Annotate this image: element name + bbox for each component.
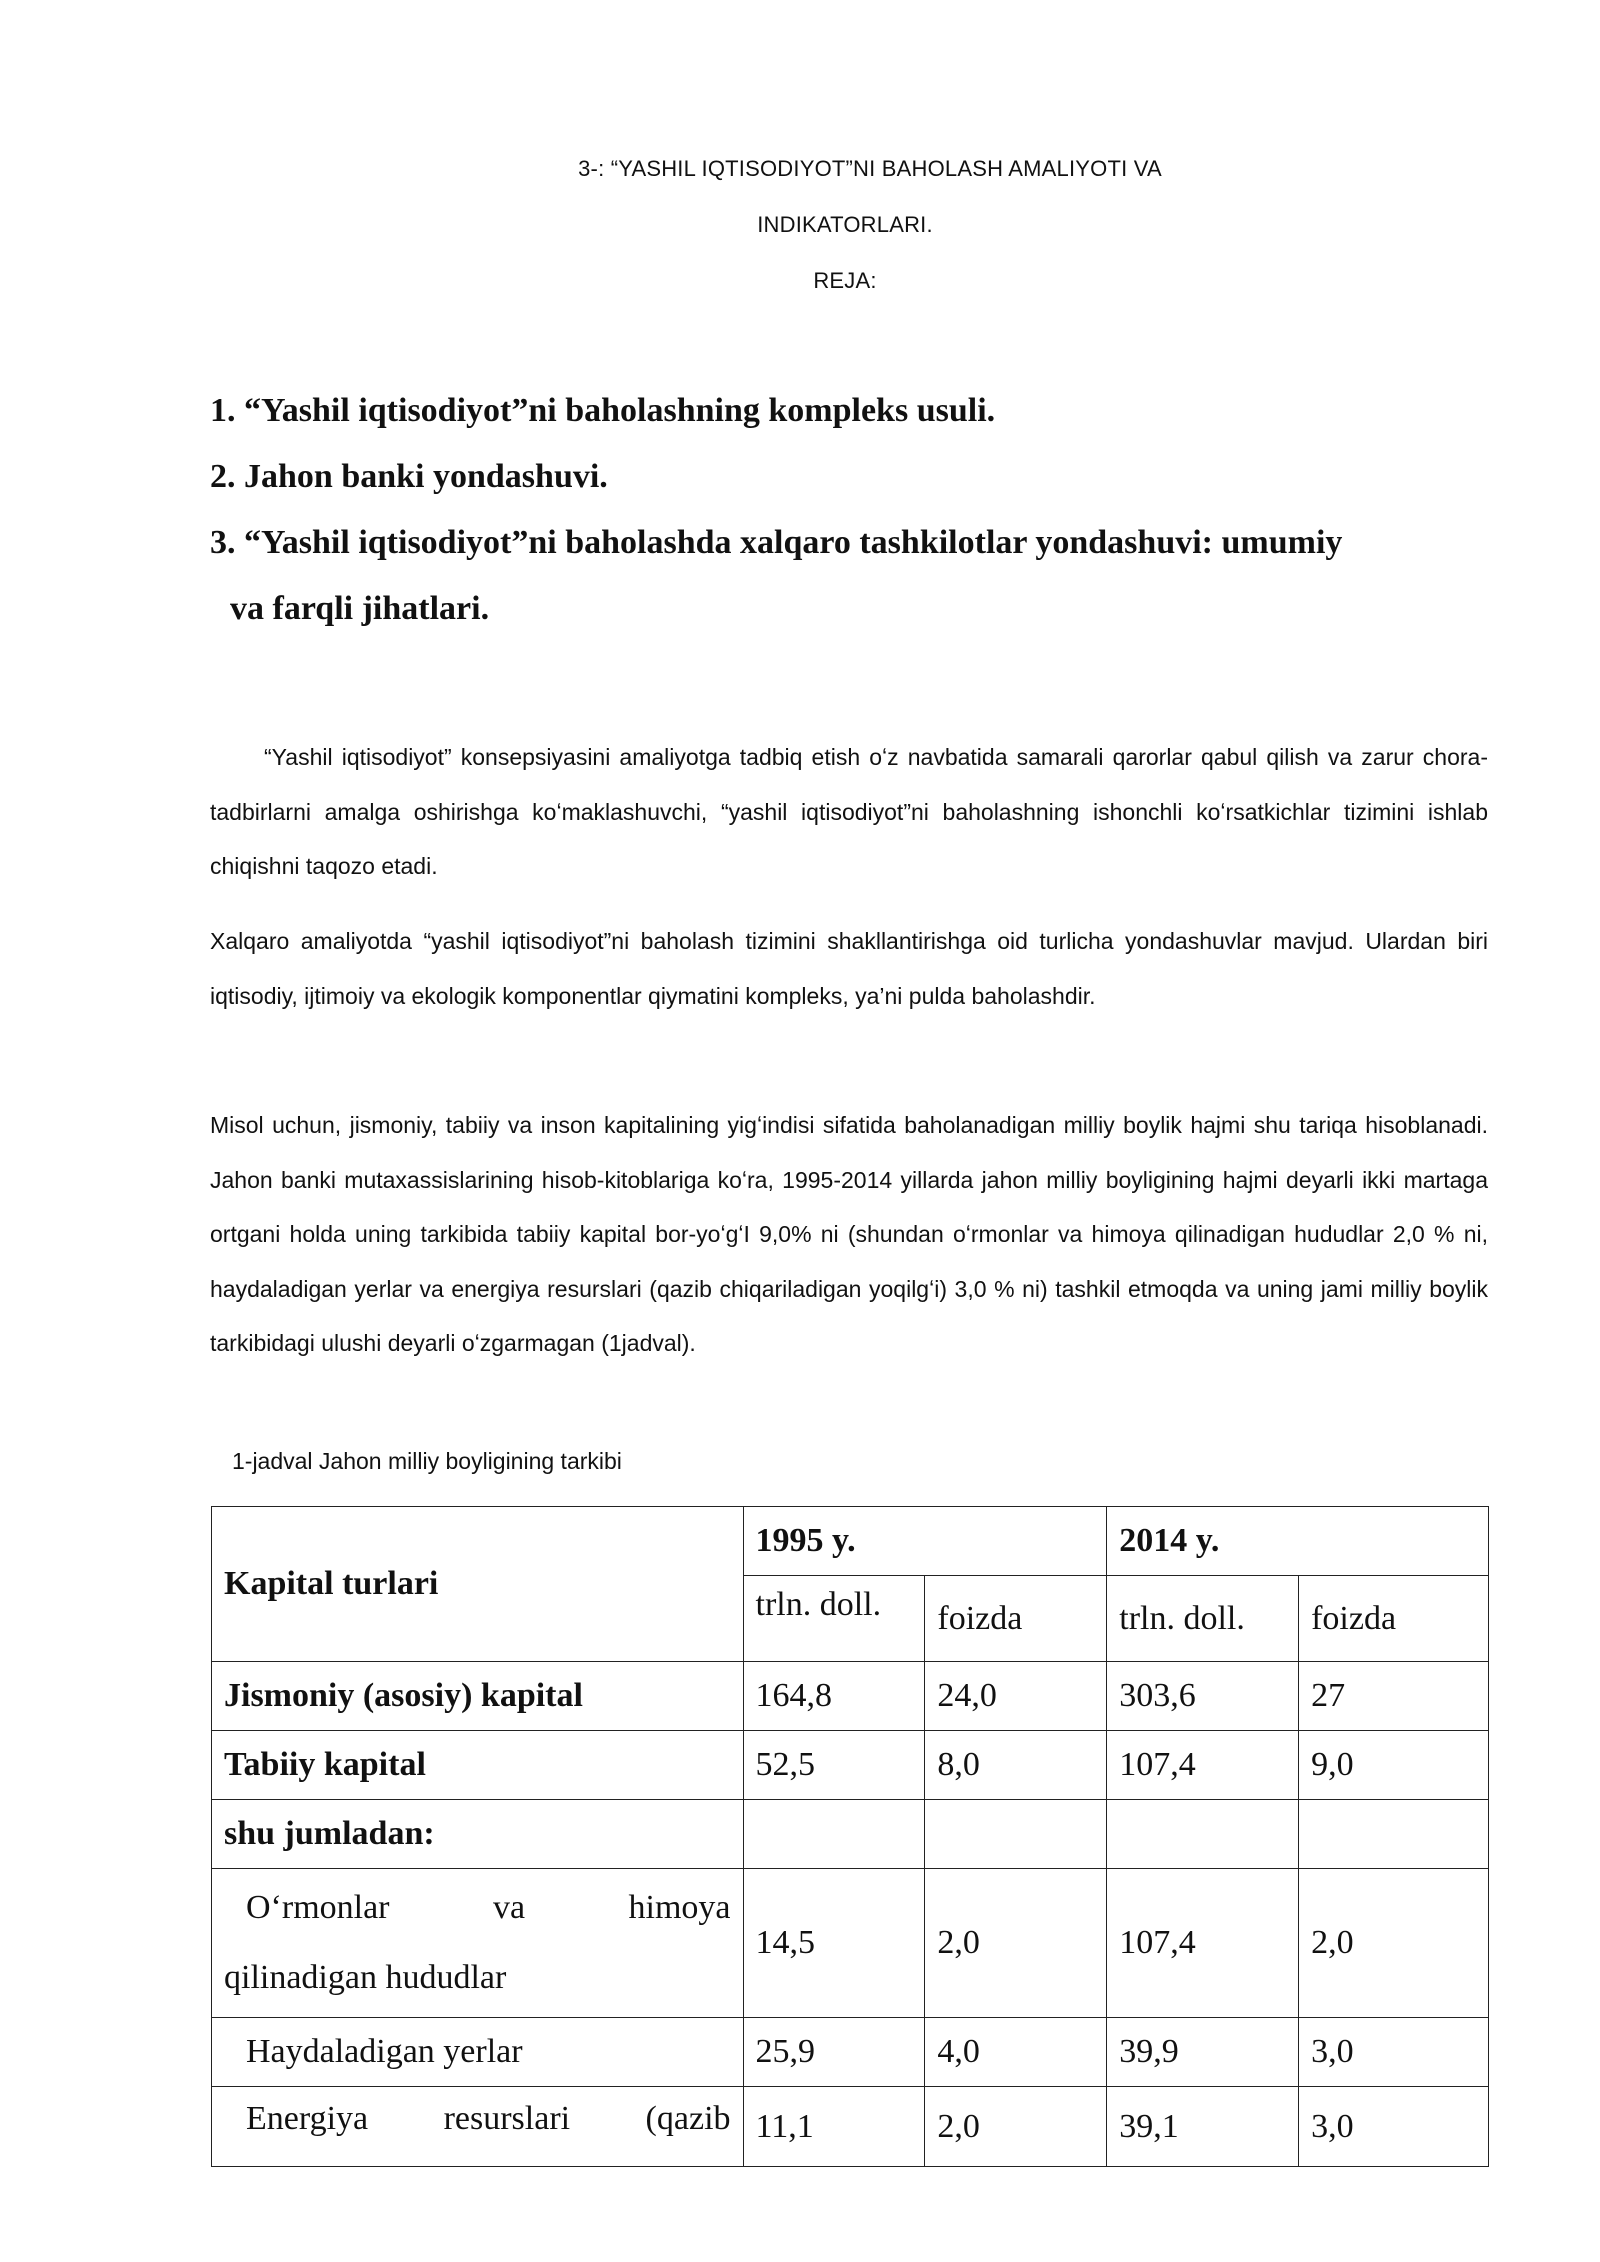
column-header-year-1995: 1995 y. — [743, 1507, 1107, 1576]
row-label-line-2: qilinadigan hududlar — [224, 1959, 507, 1996]
plan-item-1: 1. “Yashil iqtisodiyot”ni baholashning kompleks usuli. — [210, 392, 996, 429]
row-label-line-1: Energiya resurslari (qazib — [246, 2100, 731, 2137]
table-caption: 1-jadval Jahon milliy boyligining tarkibi — [232, 1448, 622, 1474]
plan-item-3-line-1: 3. “Yashil iqtisodiyot”ni baholashda xalqaro tashkilotlar yondashuvi: umumiy — [210, 524, 1343, 561]
unit-header-trln-1995: trln. doll. — [743, 1576, 925, 1662]
cell-value: 107,4 — [1107, 1731, 1299, 1800]
unit-header-trln-2014: trln. doll. — [1107, 1576, 1299, 1662]
cell-value: 39,9 — [1107, 2018, 1299, 2087]
chapter-title-line-1: 3-: “YASHIL IQTISODIYOT”NI BAHOLASH AMALIYOTI VA — [578, 156, 1162, 181]
cell-value: 3,0 — [1299, 2018, 1489, 2087]
plan-item-2: 2. Jahon banki yondashuvi. — [210, 458, 608, 495]
row-label: Tabiiy kapital — [212, 1731, 744, 1800]
cell-value: 39,1 — [1107, 2087, 1299, 2167]
wealth-structure-table — [211, 1506, 1489, 2167]
plan-item-3 — [210, 510, 1490, 642]
table-row — [212, 2018, 1489, 2087]
cell-value: 4,0 — [925, 2018, 1107, 2087]
cell-value — [1299, 1800, 1489, 1869]
cell-value: 25,9 — [743, 2018, 925, 2087]
unit-header-pct-2014: foizda — [1299, 1576, 1489, 1662]
cell-value: 24,0 — [925, 1662, 1107, 1731]
table-header-row-years — [212, 1507, 1489, 1576]
row-label: Haydaladigan yerlar — [212, 2018, 744, 2087]
cell-value: 52,5 — [743, 1731, 925, 1800]
table-row — [212, 2087, 1489, 2167]
cell-value: 14,5 — [743, 1869, 925, 2018]
cell-value: 11,1 — [743, 2087, 925, 2167]
plan-heading: REJA: — [813, 268, 877, 293]
row-label: shu jumladan: — [212, 1800, 744, 1869]
cell-value — [743, 1800, 925, 1869]
cell-value — [925, 1800, 1107, 1869]
cell-value — [1107, 1800, 1299, 1869]
cell-value: 2,0 — [925, 2087, 1107, 2167]
body-paragraph-1: “Yashil iqtisodiyot” konsepsiyasini amaliyotga tadbiq etish oʻz navbatida samarali qarorlar qabul qilish va zarur chora-tadbirlarni amalga oshirishga koʻmaklashuvchi, “yashil iqtisodiyot”ni baholashning ishonchli koʻrsatkichlar tizimini ishlab chiqishni taqozo etadi. — [210, 744, 1488, 879]
cell-value: 27 — [1299, 1662, 1489, 1731]
table-row — [212, 1800, 1489, 1869]
row-label — [212, 2087, 744, 2167]
cell-value: 303,6 — [1107, 1662, 1299, 1731]
body-paragraph-2: Xalqaro amaliyotda “yashil iqtisodiyot”ni baholash tizimini shakllantirishga oid turlicha yondashuvlar mavjud. Ulardan biri iqtisodiy, ijtimoiy va ekologik komponentlar qiymatini kompleks, ya’ni pulda baholashdir. — [210, 928, 1488, 1009]
chapter-title-line-2: INDIKATORLARI. — [757, 212, 933, 237]
cell-value: 8,0 — [925, 1731, 1107, 1800]
cell-value: 2,0 — [925, 1869, 1107, 2018]
row-label: Jismoniy (asosiy) kapital — [212, 1662, 744, 1731]
cell-value: 2,0 — [1299, 1869, 1489, 2018]
column-header-capital-types: Kapital turlari — [212, 1507, 744, 1662]
body-paragraph-3: Misol uchun, jismoniy, tabiiy va inson kapitalining yigʻindisi sifatida baholanadigan milliy boylik hajmi shu tariqa hisoblanadi. Jahon banki mutaxassislarining hisob-kitoblariga koʻra, 1995-2014 yillarda jahon milliy boyligining hajmi deyarli ikki martaga ortgani holda uning tarkibida tabiiy kapital bor-yoʻgʻI 9,0% ni (shundan oʻrmonlar va himoya qilinadigan hududlar 2,0 % ni, haydaladigan yerlar va energiya resurslari (qazib chiqariladigan yoqilgʻi) 3,0 % ni) tashkil etmoqda va uning jami milliy boylik tarkibidagi ulushi deyarli oʻzgarmagan (1jadval). — [210, 1112, 1488, 1356]
row-label — [212, 1869, 744, 2018]
cell-value: 164,8 — [743, 1662, 925, 1731]
plan-item-3-line-2: va farqli jihatlari. — [230, 590, 490, 627]
row-label-line-1: Oʻrmonlar va himoya — [246, 1889, 731, 1926]
unit-header-pct-1995: foizda — [925, 1576, 1107, 1662]
cell-value: 3,0 — [1299, 2087, 1489, 2167]
table-row — [212, 1731, 1489, 1800]
column-header-year-2014: 2014 y. — [1107, 1507, 1489, 1576]
cell-value: 9,0 — [1299, 1731, 1489, 1800]
table-row — [212, 1662, 1489, 1731]
table-row — [212, 1869, 1489, 2018]
cell-value: 107,4 — [1107, 1869, 1299, 2018]
